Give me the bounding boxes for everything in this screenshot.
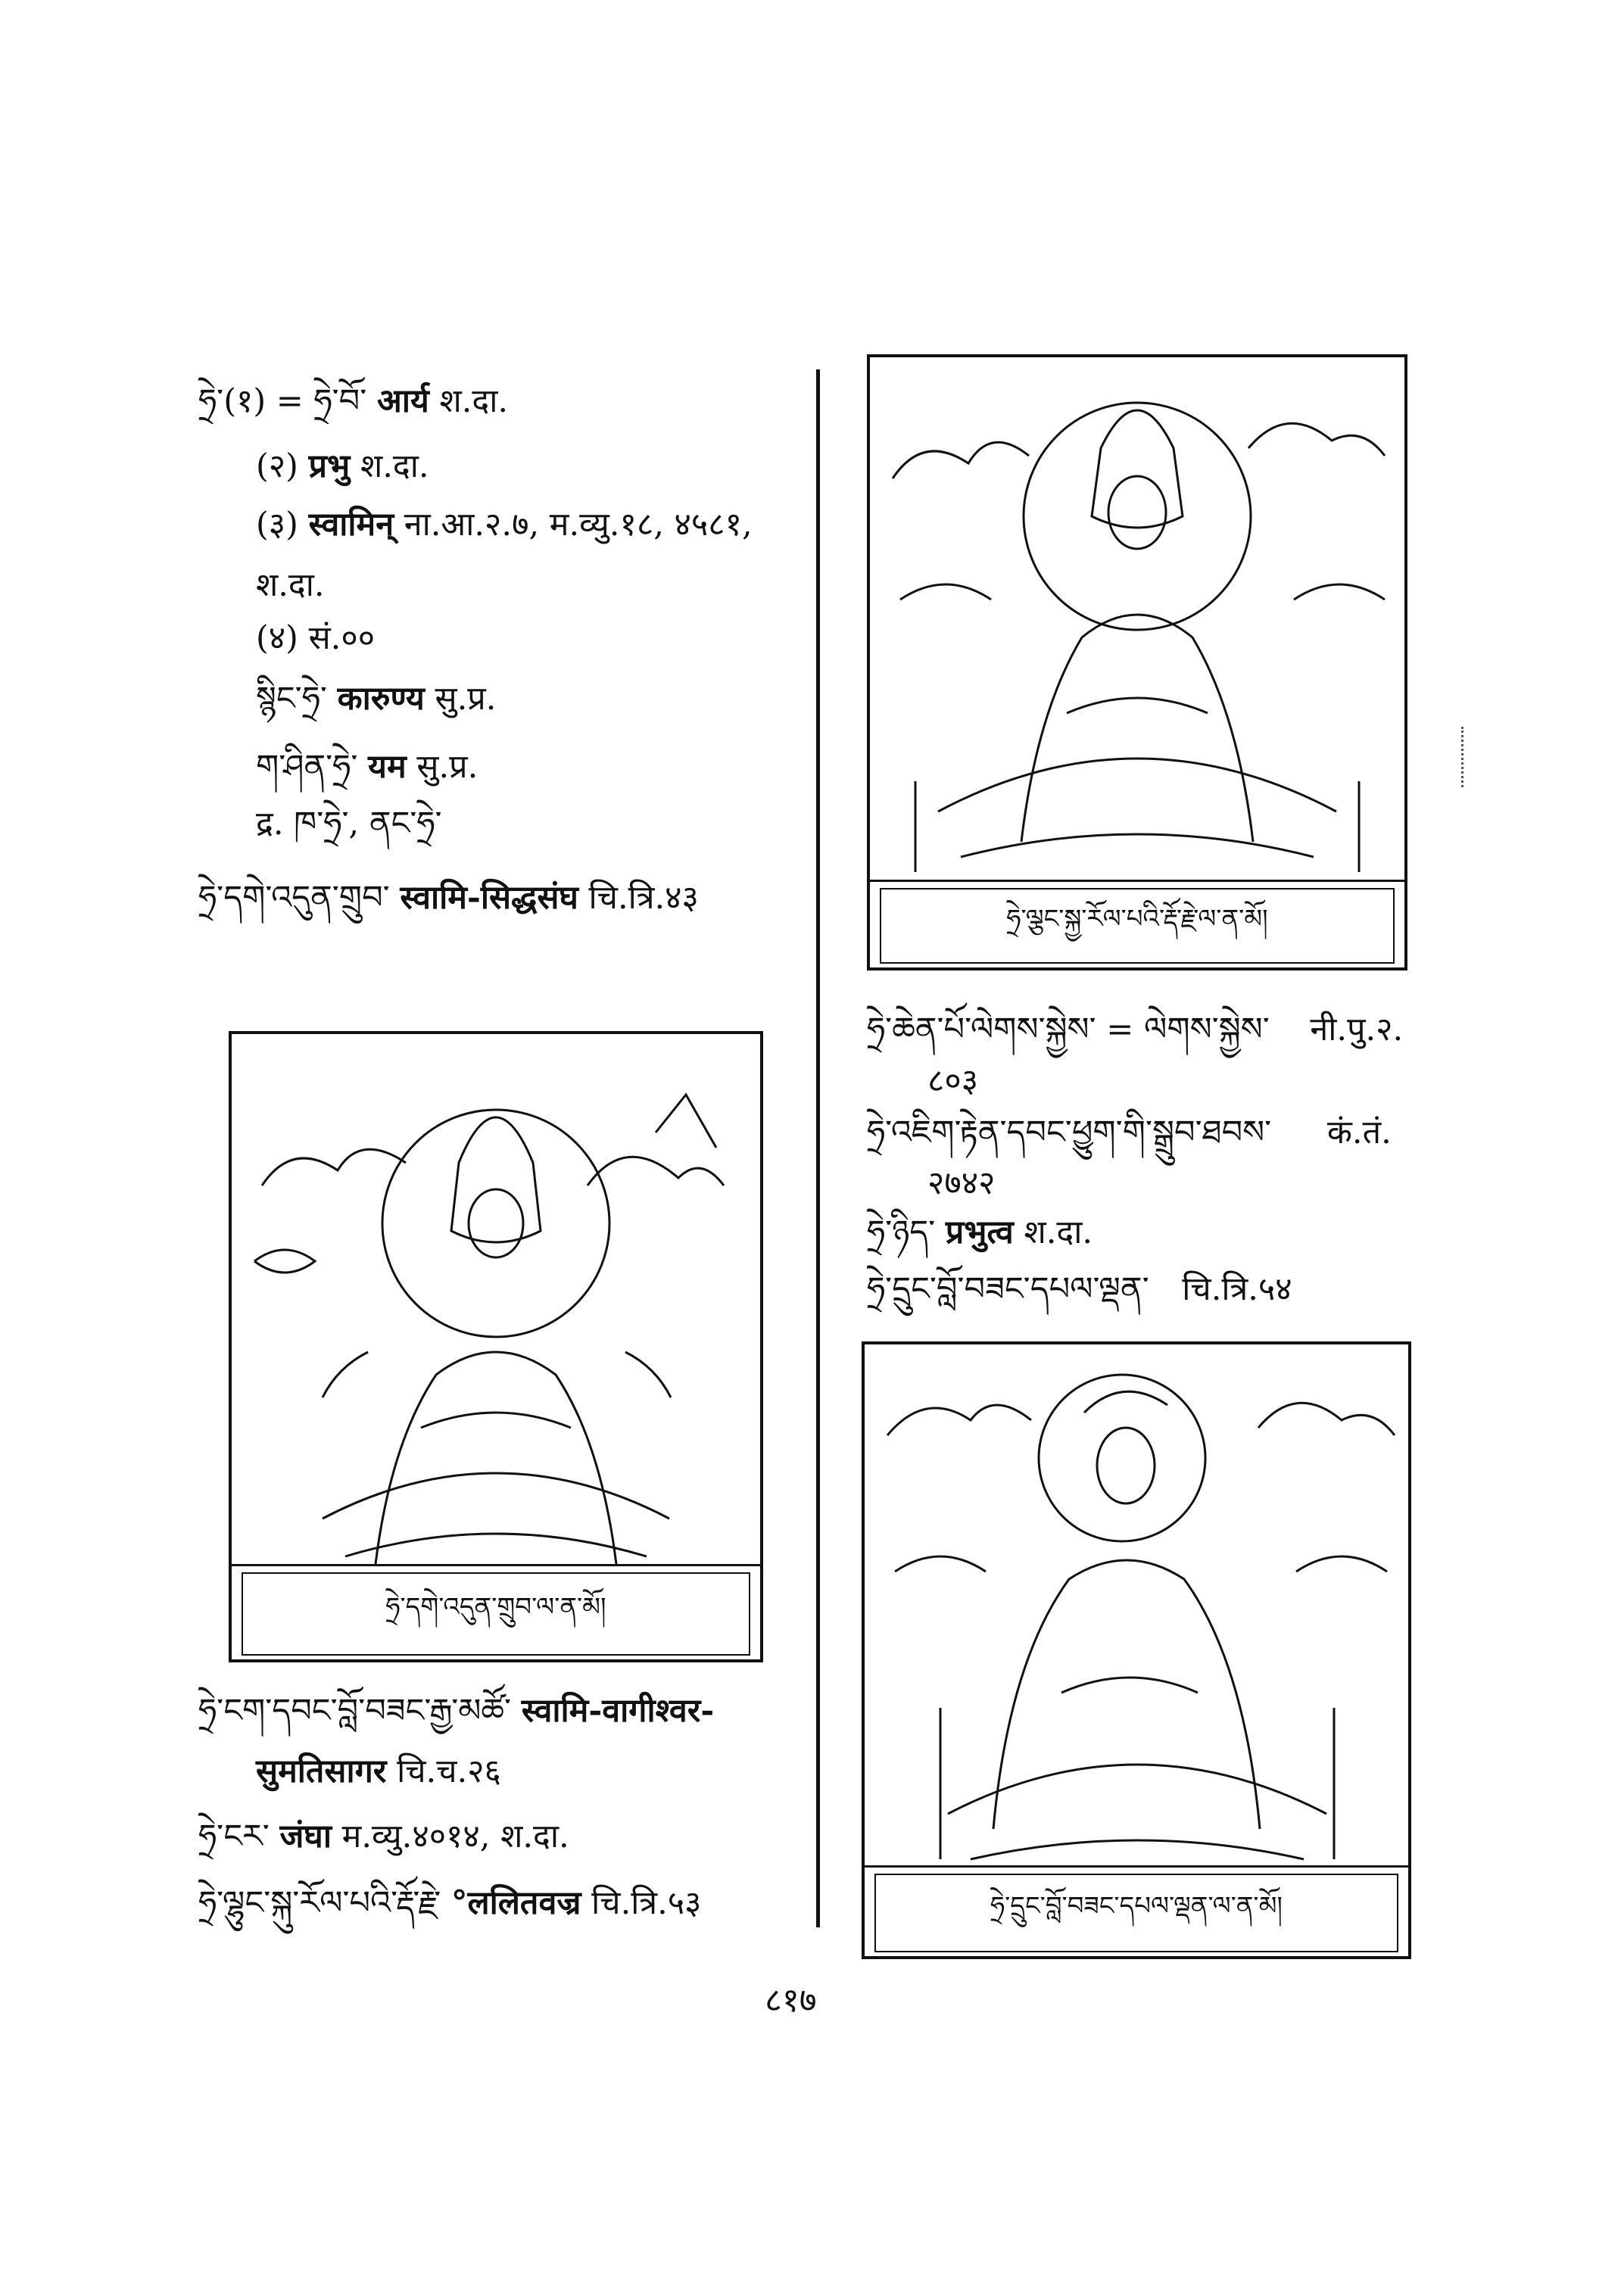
page-number: ८१७ — [765, 1981, 817, 2020]
entry-line: ८०३ — [927, 1062, 979, 1100]
figure-plate-right-top — [867, 354, 1407, 970]
entry-line: (२) प्रभु श.दा. — [256, 447, 429, 485]
entry-line: ཧྲེ་ཆེན་པོ་ལེགས་སྐྱེས་ = ལེགས་སྐྱེས་ नी.पु.२. — [867, 1011, 1404, 1048]
seated-figure-illustration — [865, 1344, 1408, 1865]
entry-line: (४) सं.०० — [256, 619, 376, 657]
entry-line: श.दा. — [256, 566, 325, 604]
entry-line: སྙིང་ཧྲེ་ कारुण्य सु.प्र. — [256, 680, 497, 718]
entry-line: ཧྲེ་ངག་དབང་བློ་བཟང་རྒྱ་མཚོ་ स्वामि-वागीश्वर- — [198, 1692, 715, 1730]
entry-line: ཧྲེ་དགེ་འདུན་གྲུབ་ स्वामि-सिद्धसंघ चि.त्रि.४३ — [198, 879, 699, 917]
entry-line: ཧྲེ་འཇིག་རྟེན་དབང་ཕྱུག་གི་སྒྲུབ་ཐབས་ कं.तं. — [867, 1114, 1392, 1151]
plate-caption: ཧྲེ་ལྕང་སྐྱ་རོལ་པའི་རྡོ་རྗེ་ལ་ན་མོ། — [870, 880, 1404, 970]
entry-line: ཧྲེ་ཉིད་ प्रभुत्व श.दा. — [867, 1213, 1093, 1251]
plate-caption: ཧྲེ་དགེ་འདུན་གྲུབ་ལ་ན་མོ། — [232, 1564, 760, 1662]
figure-plate-right-bottom — [862, 1341, 1411, 1959]
entry-line: ཧྲེ་ངར་ जंघा म.व्यु.४०१४, श.दा. — [198, 1818, 569, 1855]
figure-plate-left — [229, 1031, 763, 1662]
entry-line: द्र. ཁ་ཧྲེ་, ནང་ཧྲེ་ — [256, 805, 442, 843]
entry-line: सुमतिसागर चि.च.२६ — [256, 1752, 501, 1790]
scan-edge-mark — [1461, 727, 1467, 787]
entry-line: ཧྲེ་ལྷུང་སྐུ་རོལ་པའི་རྡོ་རྗེ་ °ललितवज्र चि.त्रि.५३ — [198, 1884, 702, 1922]
entry-line: ག་ཤིན་ཧྲེ་ यम सु.प्र. — [256, 748, 478, 786]
seated-figure-illustration — [232, 1034, 760, 1564]
seated-figure-illustration — [870, 357, 1404, 880]
column-divider — [816, 369, 820, 1927]
entry-line: ཧྲེ་(१) = ཧྲེ་བོ་ आर्य श.दा. — [198, 382, 509, 420]
entry-line: (३) स्वामिन् ना.आ.२.७, म.व्यु.१८, ४५८१, — [256, 506, 753, 544]
entry-line: २७४२ — [927, 1164, 996, 1202]
plate-caption: ཧྲེ་དྲུང་བློ་བཟང་དཔལ་ལྡན་ལ་ན་མོ། — [865, 1865, 1408, 1958]
entry-line: ཧྲེ་དྲུང་བློ་བཟང་དཔལ་ལྡན་ चि.त्रि.५४ — [867, 1270, 1292, 1308]
